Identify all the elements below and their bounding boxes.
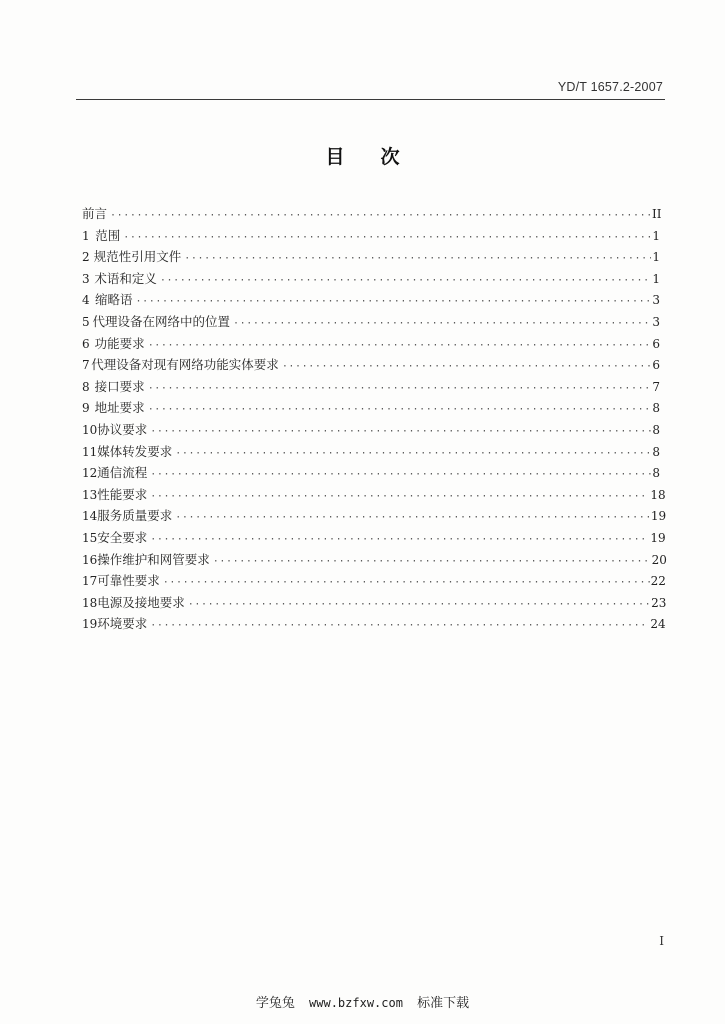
toc-entry-7[interactable]: [82, 354, 660, 376]
toc-entry-label: 功能要求: [94, 335, 145, 351]
toc-entry-page: 23: [651, 595, 667, 610]
toc-entry-number: 9: [82, 401, 90, 416]
page-number: I: [659, 934, 664, 948]
toc-entry-page: 6: [652, 358, 660, 373]
toc-leader-dots: [150, 529, 649, 551]
toc-entry-page: 8: [652, 444, 660, 459]
toc-entry-label: 范围: [95, 227, 121, 243]
toc-leader-dots: [188, 594, 650, 616]
toc-entry-page: 6: [652, 336, 660, 351]
toc-leader-dots: [150, 421, 651, 443]
toc-entry-15[interactable]: [82, 527, 666, 549]
toc-entry-number: 3: [82, 271, 90, 286]
toc-entry-foreword[interactable]: [82, 203, 660, 225]
toc-entry-label: 术语和定义: [94, 270, 157, 286]
toc-entry-4[interactable]: [82, 289, 660, 311]
toc-entry-number: 1: [82, 228, 90, 243]
header-rule: [76, 99, 665, 100]
toc-entry-18[interactable]: [82, 592, 667, 614]
toc-leader-dots: [148, 378, 651, 400]
toc-entry-1[interactable]: [82, 225, 660, 247]
toc-leader-dots: [163, 572, 650, 594]
toc-entry-label: 可靠性要求: [97, 573, 160, 589]
title-char-right: 次: [380, 146, 400, 168]
toc-entry-16[interactable]: [82, 549, 667, 571]
toc-entry-6[interactable]: [82, 333, 660, 355]
toc-leader-dots: [148, 335, 651, 357]
toc-entry-number: 12: [82, 466, 98, 481]
toc-entry-number: 8: [82, 379, 90, 394]
toc-entry-10[interactable]: [82, 419, 660, 441]
toc-entry-number: 17: [82, 574, 98, 589]
toc-entry-page: 7: [652, 379, 660, 394]
toc-entry-number: 4: [82, 293, 90, 308]
toc-entry-label: 性能要求: [97, 486, 148, 502]
toc-entry-19[interactable]: [82, 613, 666, 635]
toc-leader-dots: [175, 443, 651, 465]
toc-entry-number: 5: [82, 314, 90, 329]
table-of-contents: [82, 203, 667, 635]
toc-entry-label: 接口要求: [94, 378, 145, 394]
toc-entry-label: 服务质量要求: [97, 508, 173, 524]
toc-entry-8[interactable]: [82, 376, 660, 398]
toc-entry-13[interactable]: [82, 484, 666, 506]
toc-entry-5[interactable]: [82, 311, 660, 333]
toc-leader-dots: [160, 270, 651, 292]
toc-entry-12[interactable]: [82, 462, 660, 484]
toc-entry-number: 7: [82, 358, 90, 373]
toc-entry-number: 19: [82, 617, 98, 632]
toc-entry-label: 协议要求: [97, 421, 148, 437]
toc-entry-number: 10: [82, 422, 98, 437]
toc-entry-page: 8: [652, 401, 660, 416]
toc-entry-page: 3: [652, 314, 660, 329]
toc-leader-dots: [213, 551, 651, 573]
toc-entry-number: 11: [82, 444, 98, 459]
toc-entry-2[interactable]: [82, 246, 660, 268]
toc-leader-dots: [110, 205, 651, 227]
toc-entry-page: 19: [650, 530, 666, 545]
toc-leader-dots: [150, 615, 649, 637]
toc-entry-page: 8: [652, 422, 660, 437]
toc-entry-label: 安全要求: [97, 529, 148, 545]
toc-leader-dots: [184, 248, 651, 270]
standard-code: YD/T 1657.2-2007: [557, 80, 663, 94]
toc-entry-label: 电源及接地要求: [97, 594, 185, 610]
toc-entry-label: 代理设备对现有网络功能实体要求: [91, 357, 279, 373]
toc-entry-11[interactable]: [82, 441, 660, 463]
page-title: [0, 142, 725, 169]
toc-entry-label: 操作维护和网管要求: [97, 551, 210, 567]
footer-tagline: 标准下载: [417, 996, 470, 1011]
toc-leader-dots: [282, 356, 651, 378]
toc-entry-label: 通信流程: [97, 465, 148, 481]
toc-entry-page: 19: [650, 509, 667, 524]
toc-entry-label: 规范性引用文件: [93, 249, 182, 265]
toc-entry-number: 2: [82, 250, 90, 265]
toc-entry-label: 言: [94, 206, 108, 221]
toc-entry-label: 地址要求: [94, 400, 145, 416]
footer: [0, 992, 725, 1011]
toc-leader-dots: [148, 399, 651, 421]
title-char-left: 目: [325, 146, 345, 168]
toc-entry-page: 8: [652, 466, 660, 481]
toc-entry-page: 24: [650, 617, 666, 632]
toc-entry-page: 22: [650, 574, 666, 589]
toc-entry-17[interactable]: [82, 570, 666, 592]
toc-entry-number: 前: [82, 206, 95, 221]
toc-leader-dots: [175, 507, 650, 529]
toc-entry-page: 1: [652, 250, 660, 265]
toc-entry-9[interactable]: [82, 397, 660, 419]
toc-leader-dots: [233, 313, 651, 335]
toc-entry-number: 6: [82, 336, 90, 351]
toc-entry-number: 15: [82, 530, 98, 545]
toc-leader-dots: [136, 291, 652, 313]
toc-entry-label: 媒体转发要求: [97, 443, 173, 459]
toc-entry-page: 1: [652, 271, 660, 286]
toc-leader-dots: [150, 464, 651, 486]
toc-entry-page: 20: [651, 552, 667, 567]
toc-entry-14[interactable]: [82, 505, 667, 527]
toc-leader-dots: [150, 486, 649, 508]
toc-entry-page: 18: [650, 487, 666, 502]
footer-site-name: 学兔兔: [255, 996, 295, 1011]
toc-entry-label: 环境要求: [97, 616, 148, 632]
toc-entry-page: 1: [652, 228, 660, 243]
toc-entry-number: 14: [82, 509, 98, 524]
toc-entry-number: 18: [82, 595, 98, 610]
toc-entry-number: 13: [82, 487, 98, 502]
toc-entry-page: II: [652, 207, 662, 221]
toc-entry-label: 缩略语: [94, 292, 133, 308]
toc-entry-number: 16: [82, 552, 98, 567]
toc-entry-label: 代理设备在网络中的位置: [92, 313, 231, 329]
toc-entry-3[interactable]: [82, 268, 660, 290]
footer-url-link[interactable]: www.bzfxw.com: [309, 996, 403, 1010]
toc-entry-page: 3: [652, 293, 660, 308]
toc-leader-dots: [123, 227, 651, 249]
